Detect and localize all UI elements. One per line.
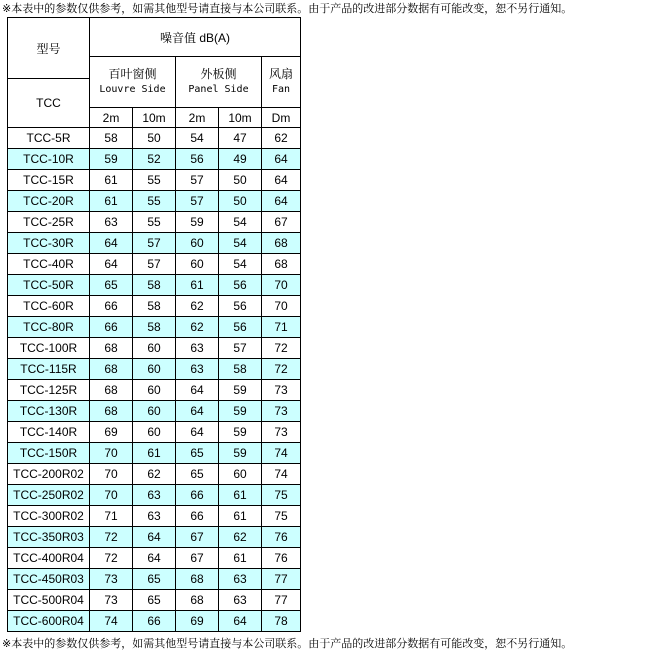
louvre-side-cn: 百叶窗侧 xyxy=(108,67,157,81)
panel-2m-cell: 64 xyxy=(176,380,219,401)
table-row xyxy=(8,359,301,380)
panel-2m-cell: 64 xyxy=(176,401,219,422)
table-row xyxy=(8,422,301,443)
panel-side-header xyxy=(176,57,262,108)
louvre-2m-cell: 72 xyxy=(90,527,133,548)
panel-10m-cell: 54 xyxy=(219,254,262,275)
louvre-2m-cell: 66 xyxy=(90,317,133,338)
table-row xyxy=(8,611,301,632)
fan-en: Fan xyxy=(271,84,291,95)
louvre-2m-cell: 58 xyxy=(90,128,133,149)
louvre-10m-cell: 62 xyxy=(133,464,176,485)
table-row xyxy=(8,464,301,485)
table-row xyxy=(8,296,301,317)
panel-2m-cell: 56 xyxy=(176,149,219,170)
model-cell: TCC-5R xyxy=(8,128,90,149)
panel-2m-cell: 65 xyxy=(176,443,219,464)
model-cell: TCC-15R xyxy=(8,170,90,191)
louvre-2m-cell: 64 xyxy=(90,233,133,254)
fan-cell: 78 xyxy=(262,611,301,632)
fan-cn: 风扇 xyxy=(268,67,293,81)
model-cell: TCC-600R04 xyxy=(8,611,90,632)
table-row xyxy=(8,590,301,611)
panel-2m-cell: 62 xyxy=(176,317,219,338)
panel-2m-cell: 65 xyxy=(176,464,219,485)
fan-cell: 64 xyxy=(262,170,301,191)
dist-10m-panel: 10m xyxy=(219,108,262,128)
louvre-side-en: Louvre Side xyxy=(99,84,166,95)
fan-cell: 70 xyxy=(262,296,301,317)
panel-10m-cell: 49 xyxy=(219,149,262,170)
model-cell: TCC-60R xyxy=(8,296,90,317)
table-row xyxy=(8,380,301,401)
panel-10m-cell: 63 xyxy=(219,569,262,590)
panel-10m-cell: 59 xyxy=(219,422,262,443)
louvre-10m-cell: 58 xyxy=(133,317,176,338)
panel-2m-cell: 57 xyxy=(176,191,219,212)
louvre-2m-cell: 65 xyxy=(90,275,133,296)
model-cell: TCC-300R02 xyxy=(8,506,90,527)
model-cell: TCC-250R02 xyxy=(8,485,90,506)
louvre-10m-cell: 65 xyxy=(133,569,176,590)
dist-2m-panel: 2m xyxy=(176,108,219,128)
model-cell: TCC-25R xyxy=(8,212,90,233)
panel-2m-cell: 67 xyxy=(176,548,219,569)
fan-cell: 64 xyxy=(262,149,301,170)
model-cell: TCC-125R xyxy=(8,380,90,401)
louvre-10m-cell: 52 xyxy=(133,149,176,170)
louvre-2m-cell: 68 xyxy=(90,359,133,380)
louvre-10m-cell: 50 xyxy=(133,128,176,149)
louvre-2m-cell: 70 xyxy=(90,443,133,464)
louvre-2m-cell: 61 xyxy=(90,191,133,212)
panel-2m-cell: 66 xyxy=(176,506,219,527)
table-row xyxy=(8,254,301,275)
panel-10m-cell: 47 xyxy=(219,128,262,149)
panel-10m-cell: 60 xyxy=(219,464,262,485)
panel-2m-cell: 63 xyxy=(176,359,219,380)
model-cell: TCC-150R xyxy=(8,443,90,464)
panel-2m-cell: 61 xyxy=(176,275,219,296)
table-row xyxy=(8,338,301,359)
panel-10m-cell: 56 xyxy=(219,275,262,296)
bottom-disclaimer: ※本表中的参数仅供参考，如需其他型号请直接与本公司联系。由于产品的改进部分数据有可能改变，恕不另行通知。 xyxy=(2,637,573,650)
model-cell: TCC-500R04 xyxy=(8,590,90,611)
louvre-2m-cell: 70 xyxy=(90,464,133,485)
model-cell: TCC-130R xyxy=(8,401,90,422)
fan-cell: 75 xyxy=(262,506,301,527)
fan-cell: 74 xyxy=(262,443,301,464)
panel-10m-cell: 56 xyxy=(219,296,262,317)
panel-10m-cell: 57 xyxy=(219,338,262,359)
table-row xyxy=(8,128,301,149)
louvre-2m-cell: 68 xyxy=(90,338,133,359)
panel-2m-cell: 67 xyxy=(176,527,219,548)
table-row xyxy=(8,569,301,590)
model-cell: TCC-400R04 xyxy=(8,548,90,569)
model-cell: TCC-40R xyxy=(8,254,90,275)
panel-2m-cell: 64 xyxy=(176,422,219,443)
louvre-10m-cell: 60 xyxy=(133,380,176,401)
fan-cell: 62 xyxy=(262,128,301,149)
louvre-2m-cell: 59 xyxy=(90,149,133,170)
panel-2m-cell: 59 xyxy=(176,212,219,233)
table-row xyxy=(8,317,301,338)
fan-cell: 72 xyxy=(262,338,301,359)
louvre-2m-cell: 74 xyxy=(90,611,133,632)
panel-2m-cell: 69 xyxy=(176,611,219,632)
table-row xyxy=(8,485,301,506)
table-row xyxy=(8,527,301,548)
noise-header: 噪音值 dB(A) xyxy=(90,18,301,57)
louvre-10m-cell: 55 xyxy=(133,170,176,191)
panel-10m-cell: 56 xyxy=(219,317,262,338)
table-row xyxy=(8,401,301,422)
fan-cell: 68 xyxy=(262,233,301,254)
panel-2m-cell: 62 xyxy=(176,296,219,317)
table-row xyxy=(8,443,301,464)
louvre-10m-cell: 60 xyxy=(133,359,176,380)
fan-cell: 64 xyxy=(262,191,301,212)
louvre-10m-cell: 57 xyxy=(133,233,176,254)
table-row xyxy=(8,548,301,569)
panel-10m-cell: 64 xyxy=(219,611,262,632)
model-cell: TCC-450R03 xyxy=(8,569,90,590)
fan-cell: 76 xyxy=(262,527,301,548)
louvre-2m-cell: 66 xyxy=(90,296,133,317)
dist-10m-louvre: 10m xyxy=(133,108,176,128)
louvre-10m-cell: 63 xyxy=(133,506,176,527)
fan-cell: 73 xyxy=(262,380,301,401)
panel-10m-cell: 61 xyxy=(219,548,262,569)
model-cell: TCC-10R xyxy=(8,149,90,170)
louvre-10m-cell: 55 xyxy=(133,212,176,233)
table-row xyxy=(8,170,301,191)
louvre-2m-cell: 71 xyxy=(90,506,133,527)
fan-header xyxy=(262,57,301,108)
panel-2m-cell: 60 xyxy=(176,254,219,275)
model-header-en: TCC xyxy=(8,79,90,128)
fan-cell: 74 xyxy=(262,464,301,485)
model-header-cn: 型号 xyxy=(8,18,90,79)
louvre-10m-cell: 63 xyxy=(133,485,176,506)
louvre-2m-cell: 68 xyxy=(90,401,133,422)
panel-10m-cell: 54 xyxy=(219,212,262,233)
fan-cell: 67 xyxy=(262,212,301,233)
louvre-2m-cell: 70 xyxy=(90,485,133,506)
model-cell: TCC-200R02 xyxy=(8,464,90,485)
panel-10m-cell: 58 xyxy=(219,359,262,380)
panel-2m-cell: 66 xyxy=(176,485,219,506)
louvre-2m-cell: 69 xyxy=(90,422,133,443)
model-cell: TCC-20R xyxy=(8,191,90,212)
louvre-10m-cell: 60 xyxy=(133,422,176,443)
fan-cell: 73 xyxy=(262,401,301,422)
fan-cell: 77 xyxy=(262,569,301,590)
fan-cell: 76 xyxy=(262,548,301,569)
louvre-10m-cell: 57 xyxy=(133,254,176,275)
panel-2m-cell: 57 xyxy=(176,170,219,191)
table-row xyxy=(8,506,301,527)
louvre-10m-cell: 58 xyxy=(133,275,176,296)
fan-cell: 77 xyxy=(262,590,301,611)
model-cell: TCC-80R xyxy=(8,317,90,338)
louvre-2m-cell: 68 xyxy=(90,380,133,401)
panel-10m-cell: 59 xyxy=(219,401,262,422)
louvre-side-header xyxy=(90,57,176,108)
fan-cell: 71 xyxy=(262,317,301,338)
louvre-2m-cell: 72 xyxy=(90,548,133,569)
panel-2m-cell: 54 xyxy=(176,128,219,149)
louvre-10m-cell: 61 xyxy=(133,443,176,464)
model-cell: TCC-30R xyxy=(8,233,90,254)
louvre-10m-cell: 64 xyxy=(133,527,176,548)
fan-cell: 75 xyxy=(262,485,301,506)
louvre-2m-cell: 73 xyxy=(90,569,133,590)
table-row xyxy=(8,233,301,254)
model-cell: TCC-115R xyxy=(8,359,90,380)
model-cell: TCC-140R xyxy=(8,422,90,443)
fan-cell: 68 xyxy=(262,254,301,275)
top-disclaimer: ※本表中的参数仅供参考，如需其他型号请直接与本公司联系。由于产品的改进部分数据有可能改变，恕不另行通知。 xyxy=(2,2,573,15)
panel-10m-cell: 62 xyxy=(219,527,262,548)
panel-2m-cell: 60 xyxy=(176,233,219,254)
louvre-2m-cell: 64 xyxy=(90,254,133,275)
louvre-10m-cell: 55 xyxy=(133,191,176,212)
louvre-10m-cell: 58 xyxy=(133,296,176,317)
dist-fan: Dm xyxy=(262,108,301,128)
panel-2m-cell: 68 xyxy=(176,569,219,590)
louvre-2m-cell: 61 xyxy=(90,170,133,191)
fan-cell: 73 xyxy=(262,422,301,443)
panel-10m-cell: 59 xyxy=(219,380,262,401)
louvre-2m-cell: 63 xyxy=(90,212,133,233)
panel-10m-cell: 61 xyxy=(219,485,262,506)
louvre-10m-cell: 64 xyxy=(133,548,176,569)
louvre-10m-cell: 66 xyxy=(133,611,176,632)
noise-table xyxy=(7,17,301,632)
model-cell: TCC-350R03 xyxy=(8,527,90,548)
panel-2m-cell: 68 xyxy=(176,590,219,611)
panel-10m-cell: 50 xyxy=(219,191,262,212)
fan-cell: 72 xyxy=(262,359,301,380)
panel-10m-cell: 61 xyxy=(219,506,262,527)
panel-10m-cell: 54 xyxy=(219,233,262,254)
panel-side-en: Panel Side xyxy=(188,84,249,95)
panel-side-cn: 外板侧 xyxy=(200,67,237,81)
table-row xyxy=(8,149,301,170)
panel-10m-cell: 63 xyxy=(219,590,262,611)
panel-10m-cell: 59 xyxy=(219,443,262,464)
model-cell: TCC-100R xyxy=(8,338,90,359)
louvre-10m-cell: 60 xyxy=(133,401,176,422)
fan-cell: 70 xyxy=(262,275,301,296)
table-row xyxy=(8,212,301,233)
louvre-10m-cell: 65 xyxy=(133,590,176,611)
dist-2m-louvre: 2m xyxy=(90,108,133,128)
table-row xyxy=(8,191,301,212)
panel-2m-cell: 63 xyxy=(176,338,219,359)
louvre-10m-cell: 60 xyxy=(133,338,176,359)
louvre-2m-cell: 73 xyxy=(90,590,133,611)
table-row xyxy=(8,275,301,296)
model-cell: TCC-50R xyxy=(8,275,90,296)
panel-10m-cell: 50 xyxy=(219,170,262,191)
